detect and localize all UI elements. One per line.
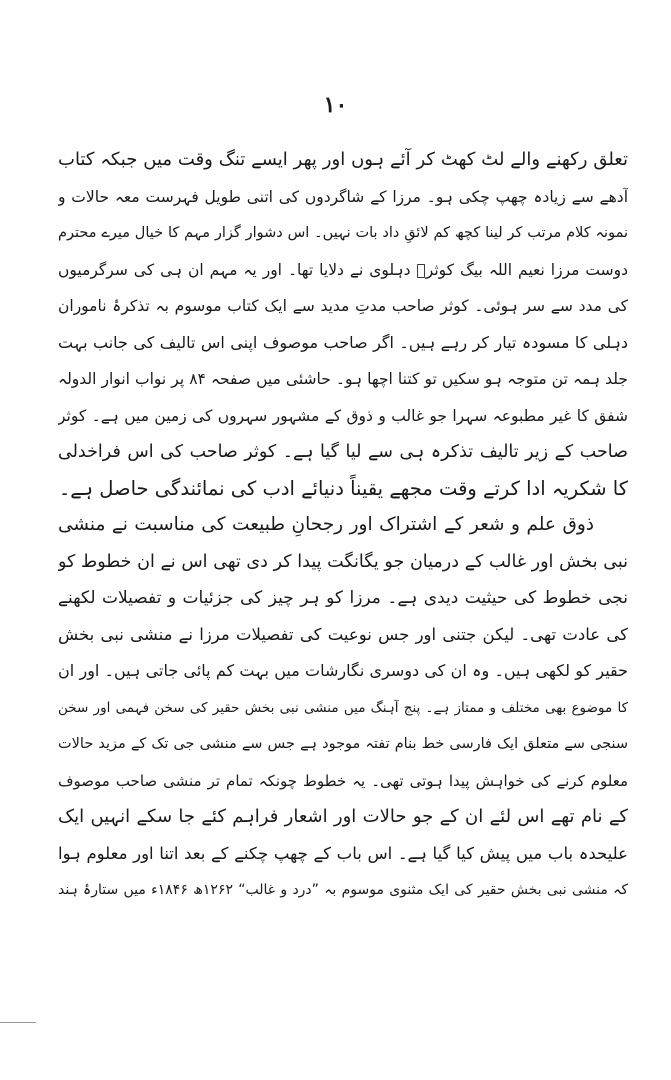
page-number: ۱۰ bbox=[323, 92, 348, 118]
text-line: معلوم کرنے کی خواہش پیدا ہوتی تھی۔ یہ خطوط چونکہ تمام تر منشی صاحب موصوف bbox=[58, 771, 628, 790]
text-line: کی مدد سے سر ہوئی۔ کوثر صاحب مدتِ مدید سے ایک کتاب موسوم بہ تذکرۂ ناموران bbox=[58, 297, 628, 315]
text-line: تعلق رکھنے والے لٹ کھٹ کر آئے ہوں اور پھر ایسے تنگ وقت میں جبکہ کتاب bbox=[58, 149, 628, 170]
text-line: دہلی کا مسودہ تیار کر رہے ہیں۔ اگر صاحب موصوف اپنی اس تالیف کی جانب بہت bbox=[58, 332, 628, 352]
body-text bbox=[58, 142, 628, 909]
text-line: کی عادت تھی۔ لیکن جتنی اور جس نوعیت کی تفصیلات مرزا نے منشی نبی بخش bbox=[58, 624, 628, 644]
text-line: نبی بخش اور غالب کے درمیان جو یگانگت پیدا کر دی تھی اس نے ان خطوط کو bbox=[58, 551, 628, 572]
text-line: جلد ہمہ تن متوجہ ہو سکیں تو کتنا اچھا ہو۔ حاشئی میں صفحہ ۸۴ پر نواب انوار الدولہ bbox=[58, 370, 628, 388]
text-line: نجی خطوط کی حیثیت دیدی ہے۔ مرزا کو ہر چیز کی جزئیات و تفصیلات لکھنے bbox=[58, 588, 628, 608]
text-line: آدھے سے زیادہ چھپ چکی ہو۔ مرزا کے شاگردوں کی اتنی طویل فہرست معہ حالات و bbox=[58, 187, 628, 206]
margin-rule bbox=[0, 1022, 36, 1023]
text-line: علیحدہ باب میں پیش کیا گیا ہے۔ اس باب کے چھپ چکنے کے بعد اتنا اور معلوم ہوا bbox=[58, 843, 628, 863]
text-line: کا موضوع بھی مختلف و ممتاز ہے۔ پنج آہنگ میں منشی نبی بخش حقیر کی سخن فہمی اور سخن bbox=[58, 699, 628, 716]
text-line: نمونہ کلام مرتب کر لینا کچھ کم لائقِ داد بات نہیں۔ اس دشوار گزار مہم کا خیال میرے محترم bbox=[58, 225, 628, 241]
text-line: دوست مرزا نعیم اللہ بیگ کوثرؔ دہلوی نے دلایا تھا۔ اور یہ مہم ان ہی کی سرگرمیوں bbox=[58, 260, 628, 279]
text-line: شفق کا غیر مطبوعہ سہرا جو غالب و ذوق کے مشہور سہروں کی زمین میں ہے۔ کوثر bbox=[58, 406, 628, 425]
text-line: صاحب کے زیر تالیف تذکرہ ہی سے لیا گیا ہے۔ کوثر صاحب کی اس فراخدلی bbox=[58, 442, 628, 462]
text-line: ذوق علم و شعر کے اشتراک اور رجحانِ طبیعت کی مناسبت نے منشی bbox=[58, 514, 594, 535]
text-line: کا شکریہ ادا کرتے وقت مجھے یقیناً دنیائے ادب کی نمائندگی حاصل ہے۔ bbox=[58, 476, 628, 500]
text-line: کہ منشی نبی بخش حقیر کی ایک مثنوی موسوم بہ ”درد و غالب“ ۱۲۶۲ھ ۱۸۴۶ء میں ستارۂ ہند bbox=[58, 882, 628, 898]
text-line: کے نام تھے اس لئے ان کے جو حالات اور اشعار فراہم کئے جا سکے انہیں ایک bbox=[58, 806, 628, 827]
text-line: سنجی سے متعلق ایک فارسی خط بنام تفتہ موجود ہے جس سے منشی جی تک کے مزید حالات bbox=[58, 736, 628, 752]
text-line: حقیر کو لکھی ہیں۔ وہ ان کی دوسری نگارشات میں بہت کم پائی جاتی ہیں۔ اور ان bbox=[58, 661, 628, 680]
